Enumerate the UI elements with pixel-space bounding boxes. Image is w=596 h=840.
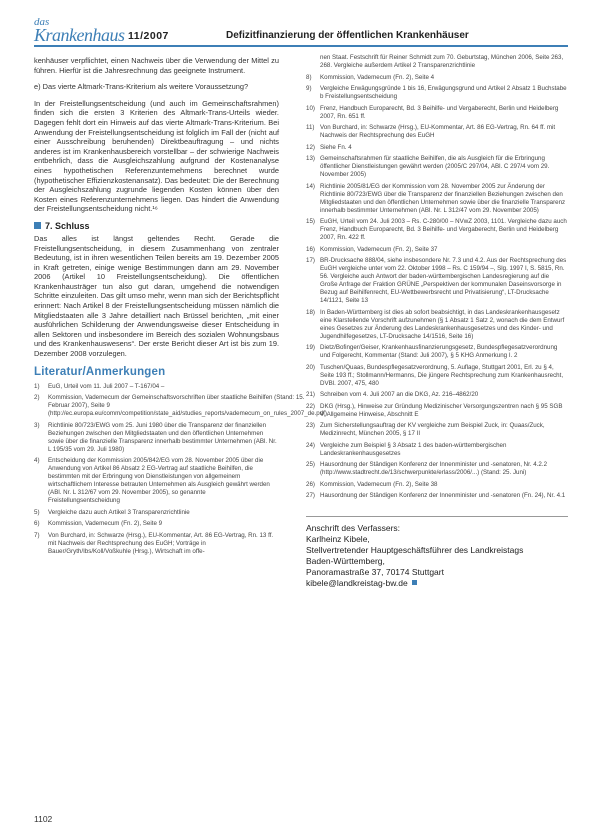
- reference-number: 4): [34, 457, 40, 465]
- reference-text: Tuschen/Quaas, Bundespflegesatzverordnung, 5. Auflage, Stuttgart 2001, Erl. zu § 4, Seite 193 ff.; Stollmann/Hermanns, Die jüngere Rechtsprechung zum Krankenhausrecht, DVBl. 2007, 475, 480: [320, 363, 564, 387]
- reference-number: 17): [306, 257, 315, 264]
- reference-number: 19): [306, 344, 315, 351]
- reference-item: [34, 532, 279, 556]
- end-mark-icon: [412, 580, 417, 585]
- reference-item: [34, 509, 279, 517]
- reference-item: [306, 85, 568, 101]
- reference-text: Vergleiche zum Beispiel § 3 Absatz 1 des baden-württembergischen Landeskrankenhausgesetzes: [320, 441, 507, 457]
- reference-text: Frenz, Handbuch Europarecht, Bd. 3 Beihilfe- und Vergaberecht, Berlin und Heidelberg 2007, Rn. 651 ff.: [320, 104, 559, 120]
- reference-text: Vergleiche dazu auch Artikel 3 Transparenzrichtlinie: [48, 508, 190, 516]
- reference-text: Gemeinschaftsrahmen für staatliche Beihilfen, die als Ausgleich für die Erbringung öffentlicher Dienstleistungen gewährt werden (2005/C 297/04, ABl. C 297/4 vom 29. November 2005): [320, 155, 550, 178]
- reference-text: Siehe Fn. 4: [320, 143, 352, 151]
- reference-text: Zum Sicherstellungsauftrag der KV vergleiche zum Beispiel Zuck, in: Quaas/Zuck, Medizinrecht, München 2005, § 17 II: [320, 422, 545, 437]
- reference-number: 3): [34, 421, 40, 429]
- reference-number: 20): [306, 363, 315, 371]
- reference-item: [306, 183, 568, 215]
- logo-das: das: [34, 16, 50, 28]
- reference-number: 14): [306, 182, 315, 190]
- reference-number: 7): [34, 531, 40, 539]
- reference-number: 6): [34, 520, 40, 528]
- section-heading-schluss: [34, 221, 279, 231]
- reference-number: 15): [306, 218, 315, 225]
- issue-number: 11/2007: [128, 30, 169, 42]
- reference-number: 2): [34, 394, 40, 402]
- reference-item: [34, 457, 279, 505]
- reference-number: 27): [306, 492, 315, 499]
- reference-item: [306, 257, 568, 305]
- reference-number: 18): [306, 308, 315, 316]
- reference-text: BR-Drucksache 888/04, siehe insbesondere Nr. 7.3 und 4.2. Aus der Rechtsprechung des EuGH vergleiche unter vom 22. Oktober 1998 – Rs. C 159/94 –, Slg. 1997 I, S. 5815, Rn. 56. Vergleiche auch Antwort der baden-württembergischen Landesregierung auf die Große Anfrage der Fraktion GRÜNE „Perspektiven der kommunalen Daseinsvorsorge in Bezug auf Beihilfenrecht, EU-Wettbewerbsrecht und Privatisierung“, LT-Drucksache 14/1121, Seite 13: [320, 257, 567, 304]
- reference-item: [306, 364, 568, 388]
- reference-text: Hausordnung der Ständigen Konferenz der Innenminister und -senatoren (Fn. 24), Nr. 4.1: [320, 492, 566, 499]
- page-header: [34, 16, 568, 48]
- reference-item: [34, 520, 279, 528]
- reference-text: Entscheidung der Kommission 2005/842/EG vom 28. November 2005 über die Anwendung von Artikel 86 Absatz 2 EG-Vertrag auf staatliche Beihilfen, die bestimmten mit der Erbringung von Dienstleistungen von allgemeinem wirtschaftlichem Interesse betrauten Unternehmen als Ausgleich gewährt werden (ABl. Nr. L 312/67 vom 29. November 2005), so genannte Freistellungsentscheidung: [48, 457, 270, 505]
- header-rule: [34, 45, 568, 47]
- reference-item: [306, 309, 568, 341]
- reference-text: EuG, Urteil vom 11. Juli 2007 – T-167/04 –: [48, 382, 165, 390]
- reference-item: [306, 74, 568, 82]
- reference-text: Vergleiche Erwägungsgründe 1 bis 16, Erwägungsgrund und Artikel 2 Absatz 1 Buchstabe b Freistellungsentscheidung: [320, 85, 567, 100]
- reference-text: Schreiben vom 4. Juli 2007 an die DKG, Az. 216–4862/20: [320, 391, 479, 398]
- reference-item: [306, 144, 568, 152]
- reference-item: [306, 155, 568, 179]
- reference-text: Richtlinie 2005/81/EG der Kommission vom 28. November 2005 zur Änderung der Richtlinie 80/723/EWG über die Transparenz der finanziellen Beziehungen zwischen den Mitgliedstaaten und den öffentlichen Unternehmen sowie über die finanzielle Transparenz innerhalb bestimmter Unternehmen (ABl. Nr. L 312/47 vom 29. November 2005): [320, 182, 566, 214]
- literature-heading: Literatur/Anmerkungen: [34, 365, 166, 378]
- author-street: Panoramastraße 37, 70174 Stuttgart: [306, 566, 444, 577]
- paragraph-4: Das alles ist längst geltendes Recht. Gerade die Freistellungsentscheidung, in diesem Zusammenhang von zentraler Bedeutung, ist in ihren wesentlichen Teilen bereits am 19. Dezember 2005 in Kraft getreten, einige wenige Bestimmungen dann am 29. November 2006 (Artikel 10 Freistellungsentscheidung). Die öffentlichen Krankenhausträger tun also gut daran, umgehend die notwendigen Schritte einzuleiten. Das gilt umso mehr, wenn man sich der Berichtspflicht erinnert: Nach Artikel 8 der Freistellungsentscheidung müssen nämlich die Mitgliedstaaten alle 3 Jahre detailliert nach Brüssel berichten, „mit einer ausführlichen Schilderung der Anwendungsweise dieser Entscheidung in allen Sektoren und insbesondere im Bereich des sozialen Wohnungsbaus und des Krankenhauswesens“. Der erste Bericht dieser Art ist bis zum 19. Dezember 2008 vorzulegen.: [34, 233, 279, 359]
- reference-item: [306, 403, 568, 419]
- reference-number: 21): [306, 391, 315, 398]
- reference-number: 10): [306, 104, 315, 112]
- reference-item: [306, 422, 568, 438]
- reference-number: [306, 54, 320, 70]
- reference-item: [306, 54, 568, 70]
- reference-item: [306, 344, 568, 360]
- reference-text: Kommission, Vademecum (Fn. 2), Seite 37: [320, 245, 438, 253]
- page-number: 1102: [34, 814, 53, 824]
- reference-item: [34, 383, 279, 391]
- reference-item: [306, 461, 568, 477]
- reference-number: 5): [34, 508, 40, 516]
- reference-number: 9): [306, 85, 312, 92]
- reference-text: Kommission, Vademecum (Fn. 2), Seite 4: [320, 73, 435, 81]
- logo-krankenhaus: Krankenhaus: [34, 25, 125, 45]
- reference-number: 16): [306, 245, 315, 253]
- author-email[interactable]: kibele@landkreistag-bw.de: [306, 577, 408, 588]
- reference-number: 1): [34, 382, 40, 390]
- reference-text: EuGH, Urteil vom 24. Juli 2003 – Rs. C-280/00 – NVwZ 2003, 1101. Vergleiche dazu auch Frenz, Handbuch Europarecht, Bd. 3 Beihilfe- und Vergaberecht, Berlin und Heidelberg 2007, Rn. 422 ff.: [320, 218, 567, 241]
- reference-text: In Baden-Württemberg ist dies ab sofort beabsichtigt, in das Landeskrankenhausgesetz eine Klarstellende Vorschrift aufzunehmen (§ 1 Absatz 1 Satz 2, wonach die dem Entwurf eines Gesetzes zur Änderung des Landeskrankenhausgesetzes und des Kinder- und Jugendhilfegesetzes, LT-Drucksache 14/1516, Seite 16): [320, 308, 565, 340]
- reference-text: Von Burchard, in: Schwarze (Hrsg.), EU-Kommentar, Art. 86 EG-Vertrag, Rn. 64 ff. mit Nachweis der Rechtsprechung des EuGH: [320, 124, 556, 139]
- reference-number: 13): [306, 155, 315, 162]
- reference-item: [306, 442, 568, 458]
- reference-number: 26): [306, 480, 315, 488]
- reference-text: Von Burchard, in: Schwarze (Hrsg.), EU-Kommentar, Art. 86 EG-Vertrag, Rn. 13 ff. mit Nachweis der Rechtsprechung des EuGH; Vorträge in Bauer/Gryth/Ibs/Koll/Voßkuhle (Hrsg.), Wirtschaft im offe-: [48, 531, 274, 555]
- reference-number: 11): [306, 124, 315, 131]
- reference-item: [306, 124, 568, 140]
- paragraph-1: kenhäuser verpflichtet, einen Nachweis über die Verwendung der Mittel zu führen. Hierfür ist die Jahresrechnung das geeignete Instrument.: [34, 56, 279, 75]
- reference-number: 25): [306, 461, 315, 468]
- reference-text: Kommission, Vademecum (Fn. 2), Seite 9: [48, 520, 163, 528]
- reference-number: 12): [306, 143, 315, 151]
- reference-item: [34, 422, 279, 454]
- author-position: Stellvertretender Hauptgeschäftsführer des Landkreistags: [306, 544, 524, 555]
- right-column: [306, 54, 568, 589]
- reference-text: nen Staat. Festschrift für Reiner Schmidt zum 70. Geburtstag, München 2006, Seite 263, 268. Vergleiche außerdem Artikel 2 Transparenzrichtlinie: [320, 54, 564, 69]
- address-label: Anschrift des Verfassers:: [306, 522, 401, 533]
- square-bullet-icon: [34, 222, 41, 229]
- reference-text: DKG (Hrsg.), Hinweise zur Gründung Medizinischer Versorgungszentren nach § 95 SGB V, Allgemeine Hinweise, Abschnitt E: [320, 402, 563, 418]
- reference-number: 23): [306, 422, 315, 429]
- running-title: Defizitfinanzierung der öffentlichen Krankenhäuser: [226, 30, 469, 41]
- reference-text: Dietz/Bofinger/Geiser, Krankenhausfinanzierungsgesetz, Bundespflegesatzverordnung und Folgerecht, Kommentar (Stand: Juli 2007), § 5 KHG Anmerkung I. 2: [320, 344, 558, 359]
- reference-number: 8): [306, 73, 312, 81]
- reference-item: [306, 481, 568, 489]
- reference-text: Kommission, Vademecum (Fn. 2), Seite 38: [320, 480, 438, 488]
- paragraph-question: e) Das vierte Altmark-Trans-Kriterium als weitere Voraussetzung?: [34, 82, 249, 92]
- author-name: Karlheinz Kibele,: [306, 533, 370, 544]
- author-organisation: Baden-Württemberg,: [306, 555, 385, 566]
- reference-item: [306, 492, 568, 500]
- reference-text: Kommission, Vademecum der Gemeinschaftsvorschriften über staatliche Beihilfen (Stand: 15. Februar 2007), Seite 9 (http://ec.europa.eu/comm/competition/state_aid/studies_reports/vademecum_on_rules_2007_de.pdf): [48, 394, 327, 418]
- reference-item: [306, 391, 568, 399]
- paragraph-3: In der Freistellungsentscheidung (und auch im Gemeinschaftsrahmen) finden sich die ersten 3 Kriterien des Altmark-Trans-Urteils wieder. Dagegen fehlt dort ein Hinweis auf das vierte Altmark-Trans-Kriterium. Bei Anwendung der Freistellungsentscheidung ist folglich im Fall der (nicht auf einer Ausschreibung beruhenden) Direktbeauftragung – und nichts anderes ist im Krankenhausbereich vorstellbar – der schwierige Nachweis entbehrlich, dass die Ausgleichszahlung aufgrund der Kostenanalyse eines hypothetischen Referenzunternehmens berechnet wurde (hypothetischer Effizienzkostenansatz). Das bedeutet: Die der Berechnung der Ausgleichszahlung zugrunde liegenden Kosten können über den Kosten eines Referenzunternehmens liegen. Das hindert die Anwendung der Freistellungsentscheidung nicht.¹⁶: [34, 98, 279, 214]
- reference-item: [306, 105, 568, 121]
- reference-text: Hausordnung der Ständigen Konferenz der Innenminister und -senatoren, Nr. 4.2.2 (http://www.stadtrecht.de/13/schwerpunkte/erlass/2006/...) (Stand: 25. Juni): [320, 461, 548, 476]
- section-heading-text: 7. Schluss: [45, 220, 90, 231]
- reference-item: [306, 246, 568, 254]
- author-address: [306, 516, 568, 589]
- author-email-line: [306, 578, 568, 589]
- reference-item: [306, 218, 568, 242]
- reference-number: 22): [306, 402, 315, 410]
- reference-text: Richtlinie 80/723/EWG vom 25. Juni 1980 über die Transparenz der finanziellen Beziehungen zwischen den Mitgliedstaaten und den öffentlichen Unternehmen sowie über die finanzielle Transparenz innerhalb bestimmter Unternehmen (ABl. Nr. L 195/35 vom 29. Juli 1980): [48, 421, 277, 453]
- reference-number: 24): [306, 441, 315, 449]
